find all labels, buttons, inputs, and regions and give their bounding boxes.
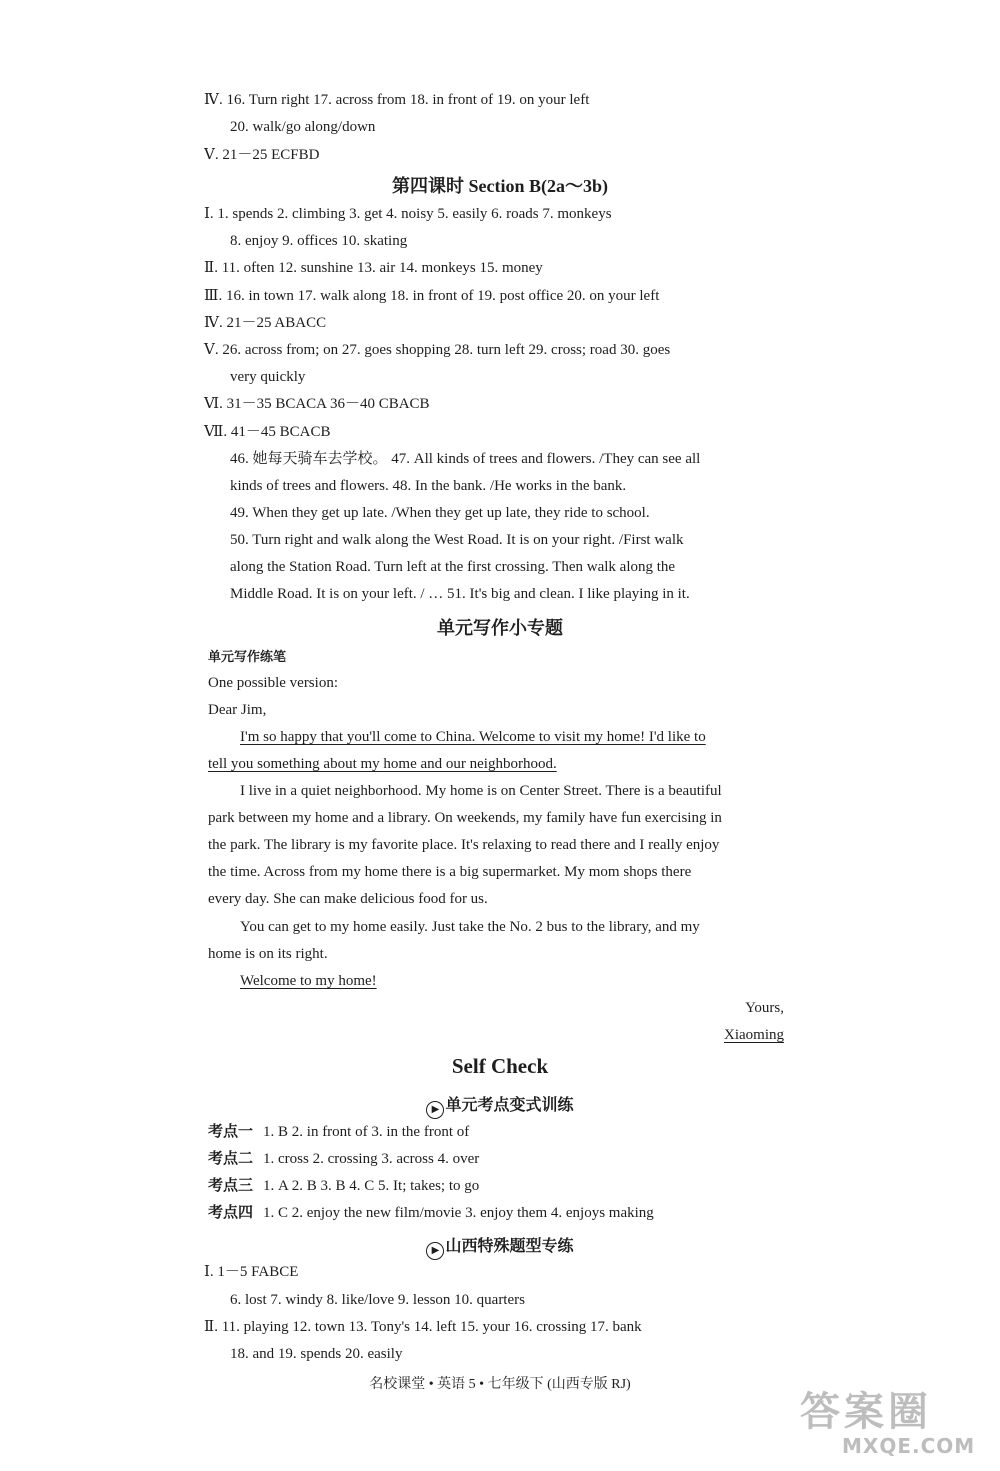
lesson4-line-9: Ⅶ. 41－45 BCACB [204,424,331,440]
answer-line-iv-cont: 20. walk/go along/down [230,119,376,135]
selfcheck-sub2-label: 山西特殊题型专练 [445,1238,574,1255]
kaodian-text-2: 1. cross 2. crossing 3. across 4. over [263,1151,480,1167]
letter-closing: Welcome to my home! [240,973,377,989]
kaodian-label-3: 考点三 [208,1178,254,1194]
arrow-circle-icon: ▶ [426,1242,444,1260]
lesson4-line-13: 50. Turn right and walk along the West Road. It is on your right. /First walk [230,532,684,548]
lesson4-line-7: very quickly [230,369,306,385]
letter-sign-name: Xiaoming [724,1027,784,1043]
lesson4-line-10: 46. 她每天骑车去学校。 47. All kinds of trees and flowers. /They can see all [230,451,701,467]
lesson4-line-4: Ⅲ. 16. in town 17. walk along 18. in front of 19. post office 20. on your left [204,288,660,304]
special-line-3: Ⅱ. 11. playing 12. town 13. Tony's 14. left 15. your 16. crossing 17. bank [204,1319,642,1335]
lesson4-line-2: 8. enjoy 9. offices 10. skating [230,233,408,249]
lesson4-line-8: Ⅵ. 31－35 BCACA 36－40 CBACB [204,396,430,412]
letter-p3-line-1: You can get to my home easily. Just take the No. 2 bus to the library, and my [240,919,700,935]
answer-line-v: Ⅴ. 21－25 ECFBD [204,147,320,163]
letter-p2-line-5: every day. She can make delicious food for us. [208,891,488,907]
lesson4-line-14: along the Station Road. Turn left at the first crossing. Then walk along the [230,559,676,575]
kaodian-text-4: 1. C 2. enjoy the new film/movie 3. enjoy them 4. enjoys making [263,1205,654,1221]
answer-line-iv: Ⅳ. 16. Turn right 17. across from 18. in front of 19. on your left [204,92,590,108]
lesson4-line-5: Ⅳ. 21－25 ABACC [204,315,327,331]
letter-p1-line-1: I'm so happy that you'll come to China. Welcome to visit my home! I'd like to [240,729,706,745]
kaodian-text-1: 1. B 2. in front of 3. in the front of [263,1124,470,1140]
lesson4-line-6: Ⅴ. 26. across from; on 27. goes shopping 28. turn left 29. cross; road 30. goes [204,342,671,358]
kaodian-row-1 [208,1122,469,1142]
selfcheck-sub1 [0,1092,1000,1119]
kaodian-label-2: 考点二 [208,1151,254,1167]
selfcheck-sub1-label: 单元考点变式训练 [445,1097,574,1114]
lesson4-line-11: kinds of trees and flowers. 48. In the bank. /He works in the bank. [230,478,627,494]
kaodian-text-3: 1. A 2. B 3. B 4. C 5. It; takes; to go [263,1178,480,1194]
watermark-url: MXQE.COM [842,1434,976,1458]
page-footer: 名校课堂 • 英语 5 • 七年级下 (山西专版 RJ) [369,1377,631,1392]
lesson4-title: 第四课时 Section B(2a～3b) [392,176,608,196]
kaodian-label-1: 考点一 [208,1124,254,1140]
letter-p2-line-1: I live in a quiet neighborhood. My home is on Center Street. There is a beautiful [240,783,722,799]
letter-p2-line-2: park between my home and a library. On weekends, my family have fun exercising in [208,810,722,826]
special-line-2: 6. lost 7. windy 8. like/love 9. lesson 10. quarters [230,1292,525,1308]
writing-title: 单元写作小专题 [437,618,563,638]
writing-intro: One possible version: [208,675,338,691]
special-line-4: 18. and 19. spends 20. easily [230,1346,403,1362]
letter-sign-yours: Yours, [745,1000,784,1016]
writing-subtitle: 单元写作练笔 [208,649,287,664]
arrow-circle-icon: ▶ [426,1101,444,1119]
letter-greeting: Dear Jim, [208,702,267,718]
letter-p2-line-4: the time. Across from my home there is a big supermarket. My mom shops there [208,864,692,880]
selfcheck-sub2 [0,1233,1000,1260]
watermark-text: 答案圈 [800,1389,932,1435]
kaodian-label-4: 考点四 [208,1205,254,1221]
kaodian-row-4 [208,1203,654,1223]
letter-p1-line-2: tell you something about my home and our neighborhood. [208,756,557,772]
letter-p2-line-3: the park. The library is my favorite place. It's relaxing to read there and I really enjoy [208,837,720,853]
lesson4-line-12: 49. When they get up late. /When they get up late, they ride to school. [230,505,650,521]
lesson4-line-3: Ⅱ. 11. often 12. sunshine 13. air 14. monkeys 15. money [204,260,543,276]
kaodian-row-2 [208,1149,479,1169]
lesson4-line-1: Ⅰ. 1. spends 2. climbing 3. get 4. noisy 5. easily 6. roads 7. monkeys [204,206,612,222]
selfcheck-title: Self Check [451,1054,549,1078]
special-line-1: Ⅰ. 1－5 FABCE [204,1264,299,1280]
lesson4-line-15: Middle Road. It is on your left. / … 51. It's big and clean. I like playing in it. [230,586,690,602]
kaodian-row-3 [208,1176,479,1196]
letter-p3-line-2: home is on its right. [208,946,328,962]
watermark-logo [772,1380,982,1465]
